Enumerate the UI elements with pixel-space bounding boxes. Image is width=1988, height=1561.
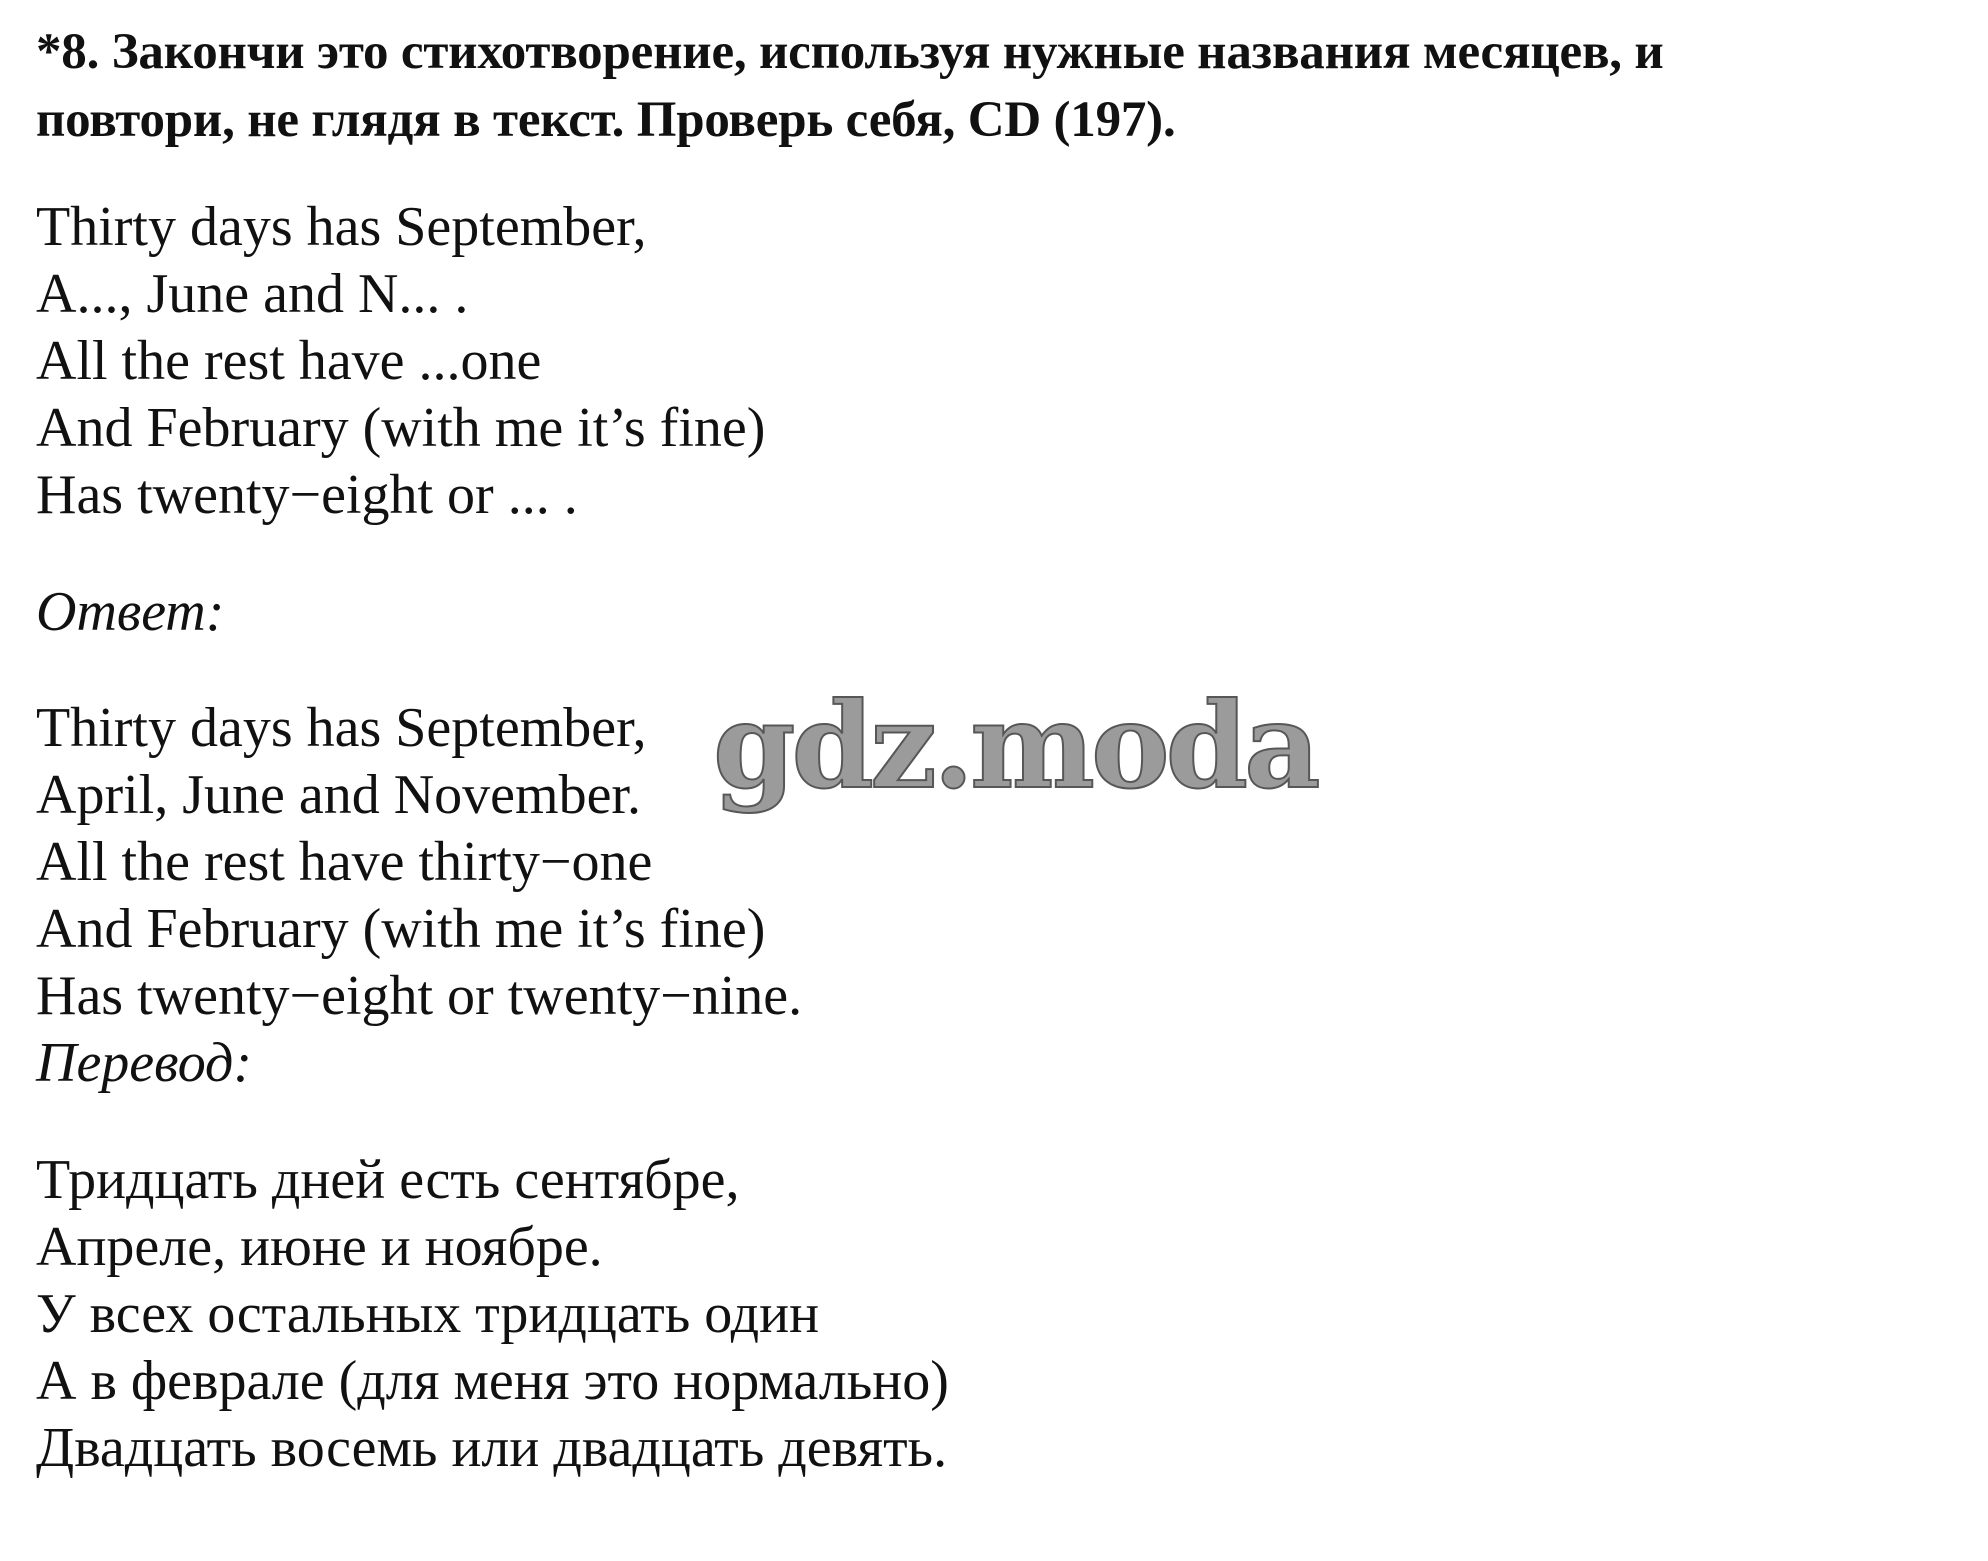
answer-line: Has twenty−eight or twenty−nine. [36,965,803,1027]
poem-line: All the rest have ...one [36,330,542,392]
task-title [36,18,1956,154]
translation-line: Тридцать дней есть сентябре, [36,1149,740,1211]
answer-line: And February (with me it’s fine) [36,898,766,960]
poem-line: Has twenty−eight or ... . [36,464,578,526]
translation-label: Перевод: [36,1032,252,1094]
translation-line: У всех остальных тридцать один [36,1283,820,1345]
watermark-logo: gdz.moda [713,676,1317,815]
answer-label: Ответ: [36,581,225,643]
translation-line: Апреле, июне и ноябре. [36,1216,603,1278]
poem-line: A..., June and N... . [36,263,469,325]
task-title-line: *8. Закончи это стихотворение, используя нужные названия месяцев, и [36,24,1664,80]
task-title-line: повтори, не глядя в текст. Проверь себя, CD (197). [36,92,1176,148]
poem-line: And February (with me it’s fine) [36,397,766,459]
translation-line: Двадцать восемь или двадцать девять. [36,1417,948,1479]
poem-line: Thirty days has September, [36,196,647,258]
answer-line: April, June and November. [36,764,641,826]
poem-translation [36,1147,1956,1482]
answer-line: All the rest have thirty−one [36,831,653,893]
poem-exercise [36,194,1956,529]
translation-line: А в феврале (для меня это нормально) [36,1350,949,1412]
answer-line: Thirty days has September, [36,697,647,759]
